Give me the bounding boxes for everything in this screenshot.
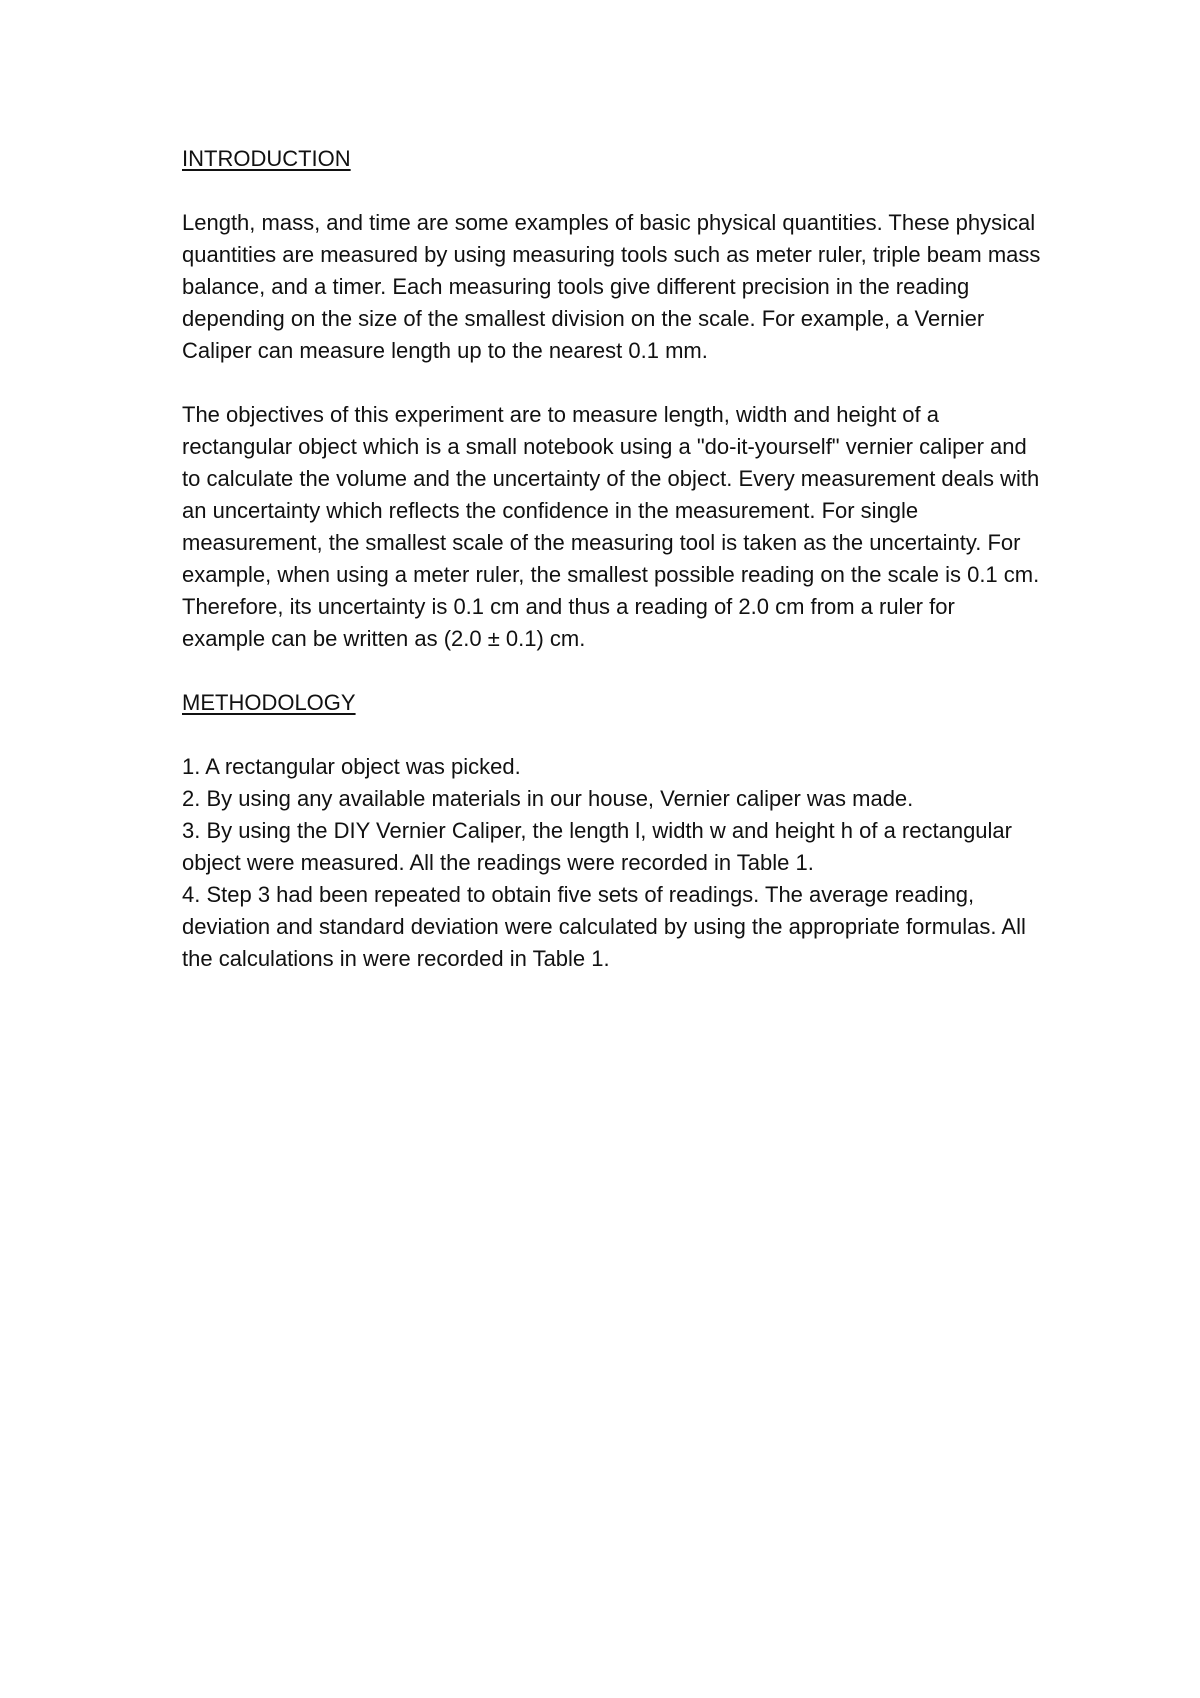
- methodology-heading: METHODOLOGY: [182, 690, 356, 715]
- methodology-step-1: 1. A rectangular object was picked.: [182, 754, 521, 779]
- methodology-step-2: 2. By using any available materials in our house, Vernier caliper was made.: [182, 786, 914, 811]
- introduction-paragraph-2: The objectives of this experiment are to measure length, width and height of a rectangular object which is a small notebook using a "do-it-yourself" vernier caliper and to calculate the volume and the uncertainty of the object. Every measurement deals with an uncertainty which reflects the confidence in the measurement. For single measurement, the smallest scale of the measuring tool is taken as the uncertainty. For example, when using a meter ruler, the smallest possible reading on the scale is 0.1 cm. Therefore, its uncertainty is 0.1 cm and thus a reading of 2.0 cm from a ruler for example can be written as (2.0 ± 0.1) cm.: [182, 402, 1040, 651]
- document-page: [182, 143, 1042, 975]
- spacer: [182, 175, 1042, 207]
- spacer: [182, 367, 1042, 399]
- methodology-steps: [182, 751, 1042, 975]
- spacer: [182, 655, 1042, 687]
- introduction-paragraph-1: Length, mass, and time are some examples of basic physical quantities. These physical quantities are measured by using measuring tools such as meter ruler, triple beam mass balance, and a timer. Each measuring tools give different precision in the reading depending on the size of the smallest division on the scale. For example, a Vernier Caliper can measure length up to the nearest 0.1 mm.: [182, 210, 1041, 363]
- methodology-step-4: 4. Step 3 had been repeated to obtain five sets of readings. The average reading, deviation and standard deviation were calculated by using the appropriate formulas. All the calculations in were recorded in Table 1.: [182, 882, 1026, 971]
- spacer: [182, 719, 1042, 751]
- introduction-heading: INTRODUCTION: [182, 146, 351, 171]
- methodology-step-3: 3. By using the DIY Vernier Caliper, the length l, width w and height h of a rectangular object were measured. All the readings were recorded in Table 1.: [182, 818, 1012, 875]
